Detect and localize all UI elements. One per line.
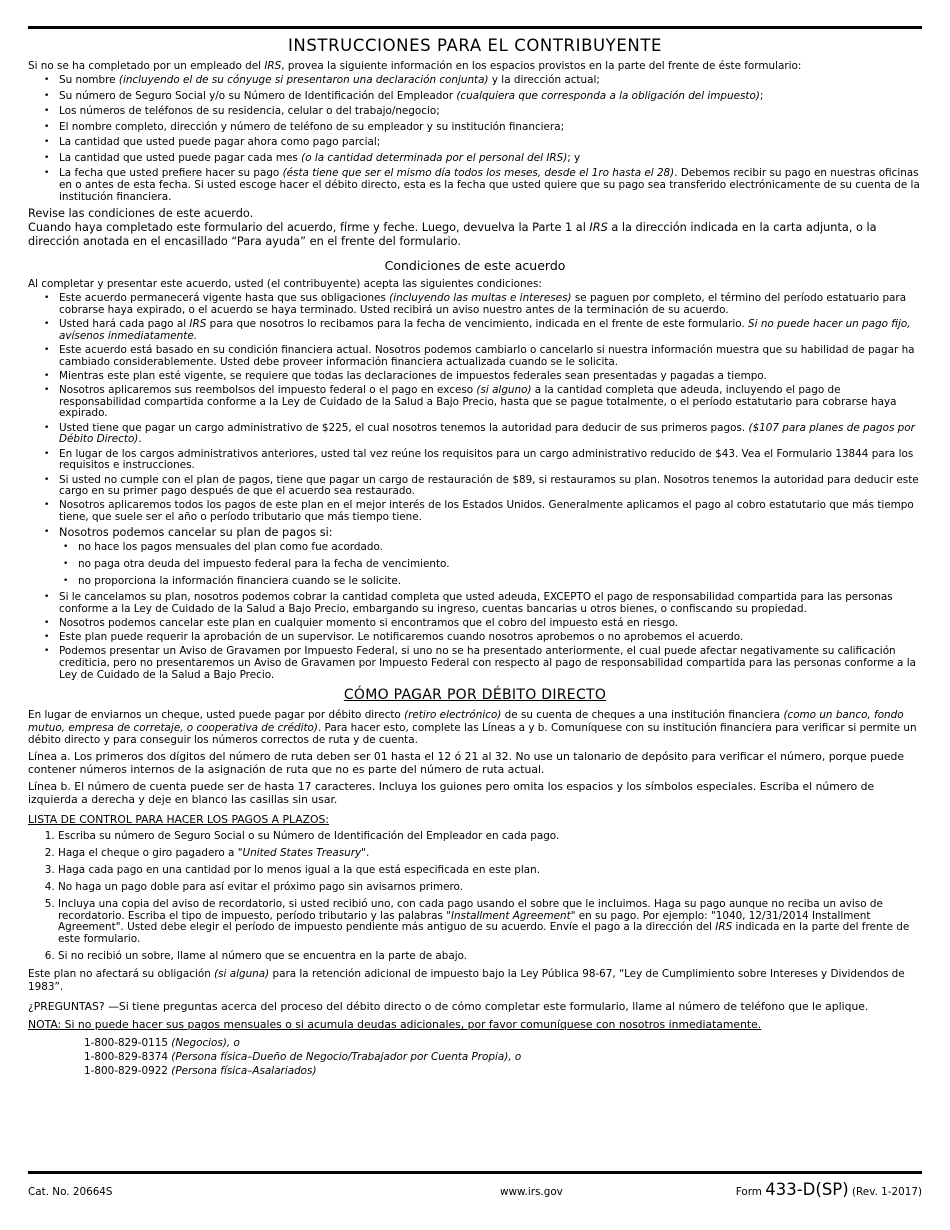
conditions-intro: Al completar y presentar este acuerdo, usted (el contribuyente) acepta las siguientes condiciones: (28, 277, 542, 290)
list-item: • La cantidad que usted puede pagar cada mes (o la cantidad determinada por el personal del IRS); y (28, 153, 922, 165)
instructions-page (28, 26, 922, 1079)
list-item: • no proporciona la información financiera cuando se le solicite. (59, 575, 922, 587)
intro-paragraph: Si no se ha completado por un empleado del IRS, provea la siguiente información en los espacios provistos en la parte del frente de éste formulario: (28, 60, 802, 72)
cancel-list (59, 541, 922, 587)
list-item: • Nosotros aplicaremos sus reembolsos del impuesto federal o el pago en exceso (si alguno) a la cantidad completa que adeuda, incluyendo el pago de responsabilidad compartida conforme a la Ley de Cuidado de la Salud a Bajo Precio, hasta que se pague totalmente, o el período estatutario para cobrarse haya expirado. (28, 385, 922, 420)
plan-note: Este plan no afectará su obligación (si alguna) para la retención adicional de impuesto bajo la Ley Pública 98-67, “Ley de Cumplimiento sobre Intereses y Dividendos de 1983”. (28, 968, 905, 993)
list-item: 3. Haga cada pago en una cantidad por lo menos igual a la que está especificada en este plan. (58, 865, 922, 877)
list-item: • Usted tiene que pagar un cargo administrativo de $225, el cual nosotros tenemos la autoridad para deducir de sus primeros pagos. ($107 para planes de pagos por Débito Directo). (28, 423, 922, 446)
list-item: 2. Haga el cheque o giro pagadero a "United States Treasury". (58, 848, 922, 860)
list-item: 4. No haga un pago doble para así evitar el próximo pago sin avisarnos primero. (58, 882, 922, 894)
list-item: • no paga otra deuda del impuesto federal para la fecha de vencimiento. (59, 558, 922, 570)
checklist-heading: LISTA DE CONTROL PARA HACER LOS PAGOS A PLAZOS: (28, 813, 329, 827)
list-item: • Nosotros podemos cancelar este plan en cualquier momento si encontramos que el cobro del impuesto está en riesgo. (28, 618, 922, 630)
list-item: 1. Escriba su número de Seguro Social o su Número de Identificación del Empleador en cada pago. (58, 831, 922, 843)
phone-list (84, 1036, 922, 1079)
line-a-instructions: Línea a. Los primeros dos dígitos del número de ruta deben ser 01 hasta el 12 ó 21 al 32. No use un talonario de depósito para verificar el número, porque puede contener números internos de la asignación de ruta que no es parte del número de ruta actual. (28, 750, 905, 777)
phone-wage-earner: 1-800-829-0922 (Persona física–Asalariados) (84, 1065, 317, 1078)
catalog-number: Cat. No. 20664S (28, 1186, 113, 1198)
list-item: 6. Si no recibió un sobre, llame al número que se encuentra en la parte de abajo. (58, 951, 922, 963)
conditions-heading: Condiciones de este acuerdo (384, 257, 566, 273)
list-item: • Nosotros podemos cancelar su plan de pagos si: • no hace los pagos mensuales del plan como fue acordado. • no paga otra deuda del impuesto federal para la fecha de vencimiento. • no proporciona la información financiera cuando se le solicite. (28, 526, 922, 587)
website-link[interactable]: www.irs.gov (500, 1186, 563, 1198)
top-rule (28, 26, 922, 29)
info-list (28, 75, 922, 203)
list-item: • Este acuerdo está basado en su condición financiera actual. Nosotros podemos cambiarlo o cancelarlo si nuestra información muestra que su habilidad de pagar ha cambiado considerablemente. Usted debe proveer información financiera actualizada cuando se le solicita. (28, 345, 922, 368)
debit-intro: En lugar de enviarnos un cheque, usted puede pagar por débito directo (retiro electrónico) de su cuenta de cheques a una institución financiera (como un banco, fondo mutuo, empresa de corretaje, o cooperativa de crédito). Para hacer esto, complete las Líneas a y b. Comuníquese con su institución financiera para verificar si permite un débito directo y para conseguir los números correctos de ruta y de cuenta. (28, 709, 917, 746)
list-item: 5. Incluya una copia del aviso de recordatorio, si usted recibió uno, con cada pago usando el sobre que le incluimos. Haga su pago aunque no reciba un aviso de recordatorio. Escriba el tipo de impuesto, período tributario y las palabras "Installment Agreement" en su pago. Por ejemplo: "1040, 12/31/2014 Installment Agreement". Usted debe elegir el período de impuesto pendiente más antiguo de su acuerdo. Envíe el pago a la dirección del IRS indicada en la parte del frente de este formulario. (58, 899, 922, 945)
list-item: • Si usted no cumple con el plan de pagos, tiene que pagar un cargo de restauración de $89, si restauramos su plan. Nosotros tenemos la autoridad para deducir este cargo en su primer pago después de que el acuerdo sea restaurado. (28, 475, 922, 498)
list-item: • Mientras este plan esté vigente, se requiere que todas las declaraciones de impuestos federales sean presentadas y pagadas a tiempo. (28, 371, 922, 383)
form-id: Form 433-D(SP) (Rev. 1-2017) (735, 1180, 922, 1199)
list-item: • Si le cancelamos su plan, nosotros podemos cobrar la cantidad completa que usted adeuda, EXCEPTO el pago de responsabilidad compartida para las personas conforme a la Ley de Cuidado de la Salud a Bajo Precio, embargando su ingreso, cuentas bancarias u otros bienes, o confiscando su propiedad. (28, 592, 922, 615)
review-note: Revise las condiciones de este acuerdo. (28, 206, 254, 220)
list-item: • Este acuerdo permanecerá vigente hasta que sus obligaciones (incluyendo las multas e intereses) se paguen por completo, el término del período estatuario para cobrarse haya expirado, o el acuerdo se haya terminado. Usted recibirá un aviso nuestro antes de la terminación de su acuerdo. (28, 293, 922, 316)
list-item: • Usted hará cada pago al IRS para que nosotros lo recibamos para la fecha de vencimiento, indicada en el frente de este formulario. Si no puede hacer un pago fijo, avísenos inmediatamente. (28, 319, 922, 342)
debit-heading: CÓMO PAGAR POR DÉBITO DIRECTO (343, 687, 607, 704)
list-item: • Su nombre (incluyendo el de su cónyuge si presentaron una declaración conjunta) y la dirección actual; (28, 75, 922, 87)
list-item: • Nosotros aplicaremos todos los pagos de este plan en el mejor interés de los Estados Unidos. Generalmente aplicamos el pago al cobro estatutario que más tiempo tiene, que suele ser el año o período tributario que más tiempo tiene. (28, 500, 922, 523)
list-item: • Podemos presentar un Aviso de Gravamen por Impuesto Federal, si uno no se ha presentado anteriormente, el cual puede afectar negativamente su calificación crediticia, pero no presentaremos un Aviso de Gravamen por Impuesto Federal con respecto al pago de responsabilidad compartida para las personas conforme a la Ley de Cuidado de la Salud a Bajo Precio. (28, 646, 922, 681)
list-item: • La fecha que usted prefiere hacer su pago (ésta tiene que ser el mismo día todos los meses, desde el 1ro hasta el 28). Debemos recibir su pago en nuestras oficinas en o antes de esta fecha. Si usted escoge hacer el débito directo, esta es la fecha que usted quiere que su pago sea transferido electrónicamente de su cuenta de la institución financiera. (28, 168, 922, 203)
checklist (28, 831, 922, 963)
list-item: • Los números de teléfonos de su residencia, celular o del trabajo/negocio; (28, 106, 922, 118)
complete-instructions: Cuando haya completado este formulario del acuerdo, fírme y feche. Luego, devuelva la Parte 1 al IRS a la dirección indicada en la carta adjunta, o la dirección anotada en el encasillado “Para ayuda” en el frente del formulario. (28, 220, 877, 248)
line-b-instructions: Línea b. El número de cuenta puede ser de hasta 17 caracteres. Incluya los guiones pero omita los espacios y los símbolos especiales. Escriba el número de izquierda a derecha y deje en blanco las casillas sin usar. (28, 780, 875, 807)
page-title: INSTRUCCIONES PARA EL CONTRIBUYENTE (287, 36, 663, 55)
page-footer (28, 1171, 922, 1204)
nota-text: NOTA: Si no puede hacer sus pagos mensuales o si acumula deudas adicionales, por favor comuníquese con nosotros inmediatamente. (28, 1018, 762, 1032)
conditions-list (28, 293, 922, 681)
list-item: • El nombre completo, dirección y número de teléfono de su empleador y su institución financiera; (28, 122, 922, 134)
questions-text: ¿PREGUNTAS? —Si tiene preguntas acerca del proceso del débito directo o de cómo completar este formulario, llame al número de teléfono que le aplique. (28, 999, 869, 1013)
list-item: • no hace los pagos mensuales del plan como fue acordado. (59, 541, 922, 553)
phone-self-employed: 1-800-829-8374 (Persona física–Dueño de Negocio/Trabajador por Cuenta Propia), o (84, 1051, 522, 1064)
list-item: • La cantidad que usted puede pagar ahora como pago parcial; (28, 137, 922, 149)
list-item: • Este plan puede requerir la aprobación de un supervisor. Le notificaremos cuando nosotros aprobemos o no aprobemos el acuerdo. (28, 632, 922, 644)
list-item: • Su número de Seguro Social y/o su Número de Identificación del Empleador (cualquiera que corresponda a la obligación del impuesto); (28, 91, 922, 103)
phone-business: 1-800-829-0115 (Negocios), o (84, 1036, 240, 1049)
list-item: • En lugar de los cargos administrativos anteriores, usted tal vez reúne los requisitos para un cargo administrativo reducido de $43. Vea el Formulario 13844 para los requisitos e instrucciones. (28, 449, 922, 472)
